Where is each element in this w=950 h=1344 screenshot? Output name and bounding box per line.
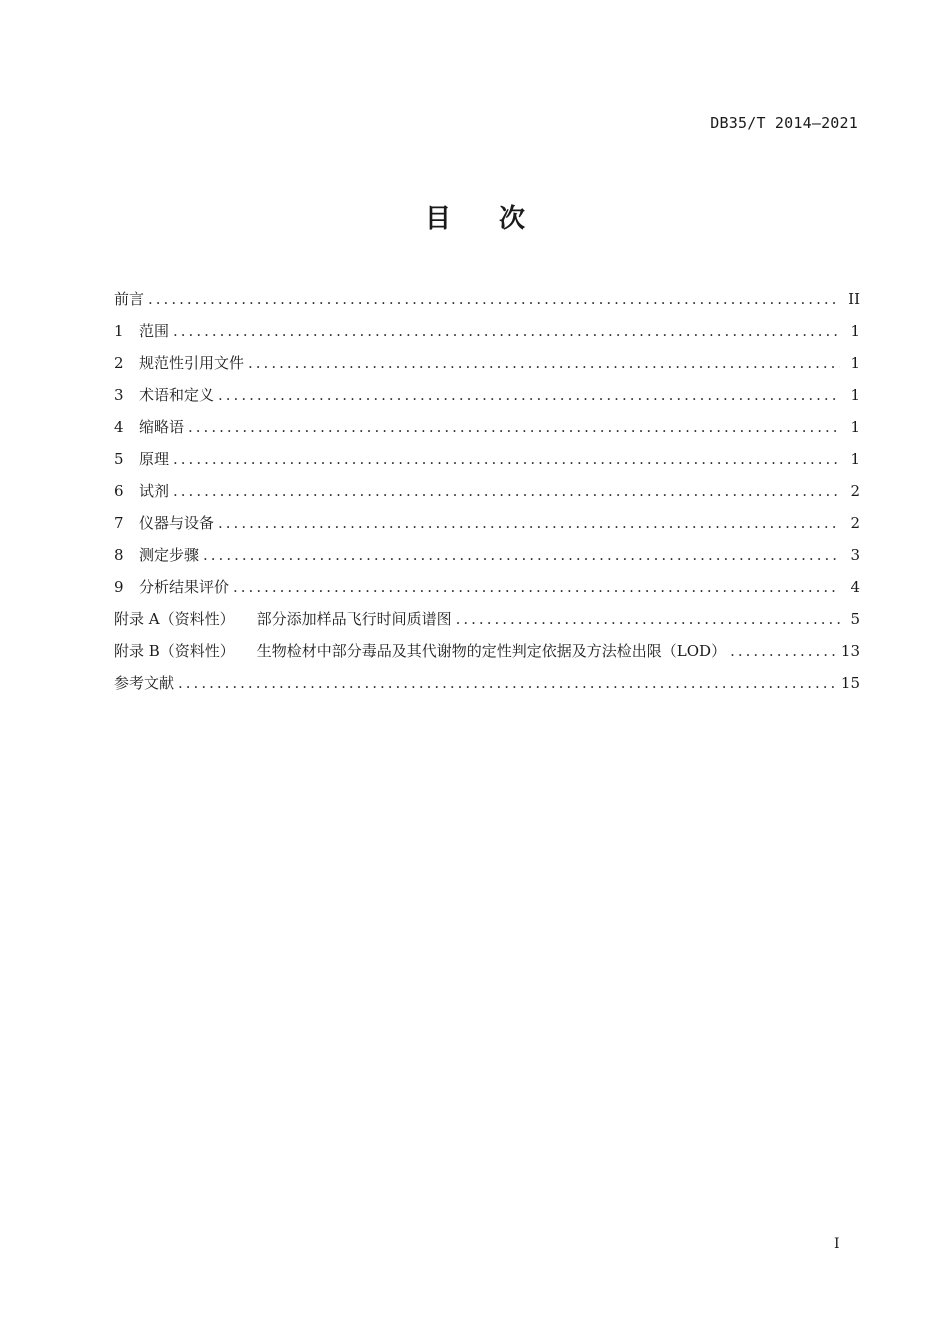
- toc-entry-number: 6: [114, 482, 124, 500]
- title-char-2: 次: [499, 204, 526, 234]
- toc-entry-reagents[interactable]: [114, 480, 860, 512]
- toc-entry-label: 3 术语和定义: [114, 386, 215, 404]
- toc-entry-label: 6 试剂: [114, 482, 170, 500]
- appendix-prefix: 附录 A（资料性）: [114, 610, 235, 628]
- toc-entry-page: 2: [850, 482, 860, 500]
- toc-leader-dots: [218, 384, 840, 406]
- toc-entry-page: 1: [850, 354, 860, 372]
- page-title: [0, 198, 950, 235]
- toc-entry-normative-references[interactable]: [114, 352, 860, 384]
- toc-entry-label: 前言: [114, 290, 145, 308]
- toc-entry-page: 1: [850, 418, 860, 436]
- toc-entry-page: 1: [850, 386, 860, 404]
- toc-leader-dots: [173, 480, 840, 502]
- toc-entry-number: 7: [114, 514, 124, 532]
- toc-leader-dots: [203, 544, 840, 566]
- toc-leader-dots: [148, 288, 840, 310]
- toc-leader-dots: [456, 608, 840, 630]
- toc-leader-dots: [218, 512, 840, 534]
- toc-entry-number: 8: [114, 546, 124, 564]
- toc-entry-page: 3: [850, 546, 860, 564]
- toc-entry-number: 2: [114, 354, 124, 372]
- toc-entry-number: 1: [114, 322, 124, 340]
- toc-entry-label: 4 缩略语: [114, 418, 185, 436]
- toc-entry-number: 5: [114, 450, 124, 468]
- toc-entry-page: 4: [850, 578, 860, 596]
- toc-entry-page: 2: [850, 514, 860, 532]
- toc-leader-dots: [233, 576, 840, 598]
- toc-entry-page: 15: [840, 674, 860, 692]
- toc-entry-number: 4: [114, 418, 124, 436]
- table-of-contents: [114, 288, 860, 704]
- toc-entry-label: 9 分析结果评价: [114, 578, 230, 596]
- toc-entry-label: 8 测定步骤: [114, 546, 200, 564]
- toc-entry-page: 1: [850, 322, 860, 340]
- toc-leader-dots: [173, 320, 840, 342]
- toc-entry-scope[interactable]: [114, 320, 860, 352]
- toc-leader-dots: [188, 416, 840, 438]
- toc-entry-number: 9: [114, 578, 124, 596]
- toc-entry-number: 3: [114, 386, 124, 404]
- toc-entry-label: 1 范围: [114, 322, 170, 340]
- toc-entry-equipment[interactable]: [114, 512, 860, 544]
- toc-entry-evaluation[interactable]: [114, 576, 860, 608]
- toc-entry-label: 附录 A（资料性） 部分添加样品飞行时间质谱图: [114, 610, 452, 628]
- toc-entry-page: 5: [850, 610, 860, 628]
- toc-entry-bibliography[interactable]: [114, 672, 860, 704]
- toc-entry-terms[interactable]: [114, 384, 860, 416]
- toc-entry-page: II: [848, 290, 860, 308]
- toc-leader-dots: [730, 640, 837, 662]
- toc-entry-label: 附录 B（资料性） 生物检材中部分毒品及其代谢物的定性判定依据及方法检出限（LOD）: [114, 642, 727, 660]
- toc-entry-page: 1: [850, 450, 860, 468]
- document-code: DB35/T 2014—2021: [710, 114, 858, 132]
- toc-entry-label: 2 规范性引用文件: [114, 354, 245, 372]
- toc-leader-dots: [173, 448, 840, 470]
- toc-entry-appendix-b[interactable]: [114, 640, 860, 672]
- toc-leader-dots: [248, 352, 840, 374]
- toc-entry-label: 参考文献: [114, 674, 175, 692]
- toc-entry-principle[interactable]: [114, 448, 860, 480]
- title-char-1: 目: [424, 204, 451, 234]
- toc-entry-label: 7 仪器与设备: [114, 514, 215, 532]
- toc-entry-page: 13: [840, 642, 860, 660]
- toc-leader-dots: [178, 672, 837, 694]
- toc-entry-abbreviations[interactable]: [114, 416, 860, 448]
- toc-entry-appendix-a[interactable]: [114, 608, 860, 640]
- appendix-prefix: 附录 B（资料性）: [114, 642, 235, 660]
- toc-entry-preface[interactable]: [114, 288, 860, 320]
- toc-entry-procedure[interactable]: [114, 544, 860, 576]
- page-number: I: [834, 1236, 840, 1252]
- toc-entry-label: 5 原理: [114, 450, 170, 468]
